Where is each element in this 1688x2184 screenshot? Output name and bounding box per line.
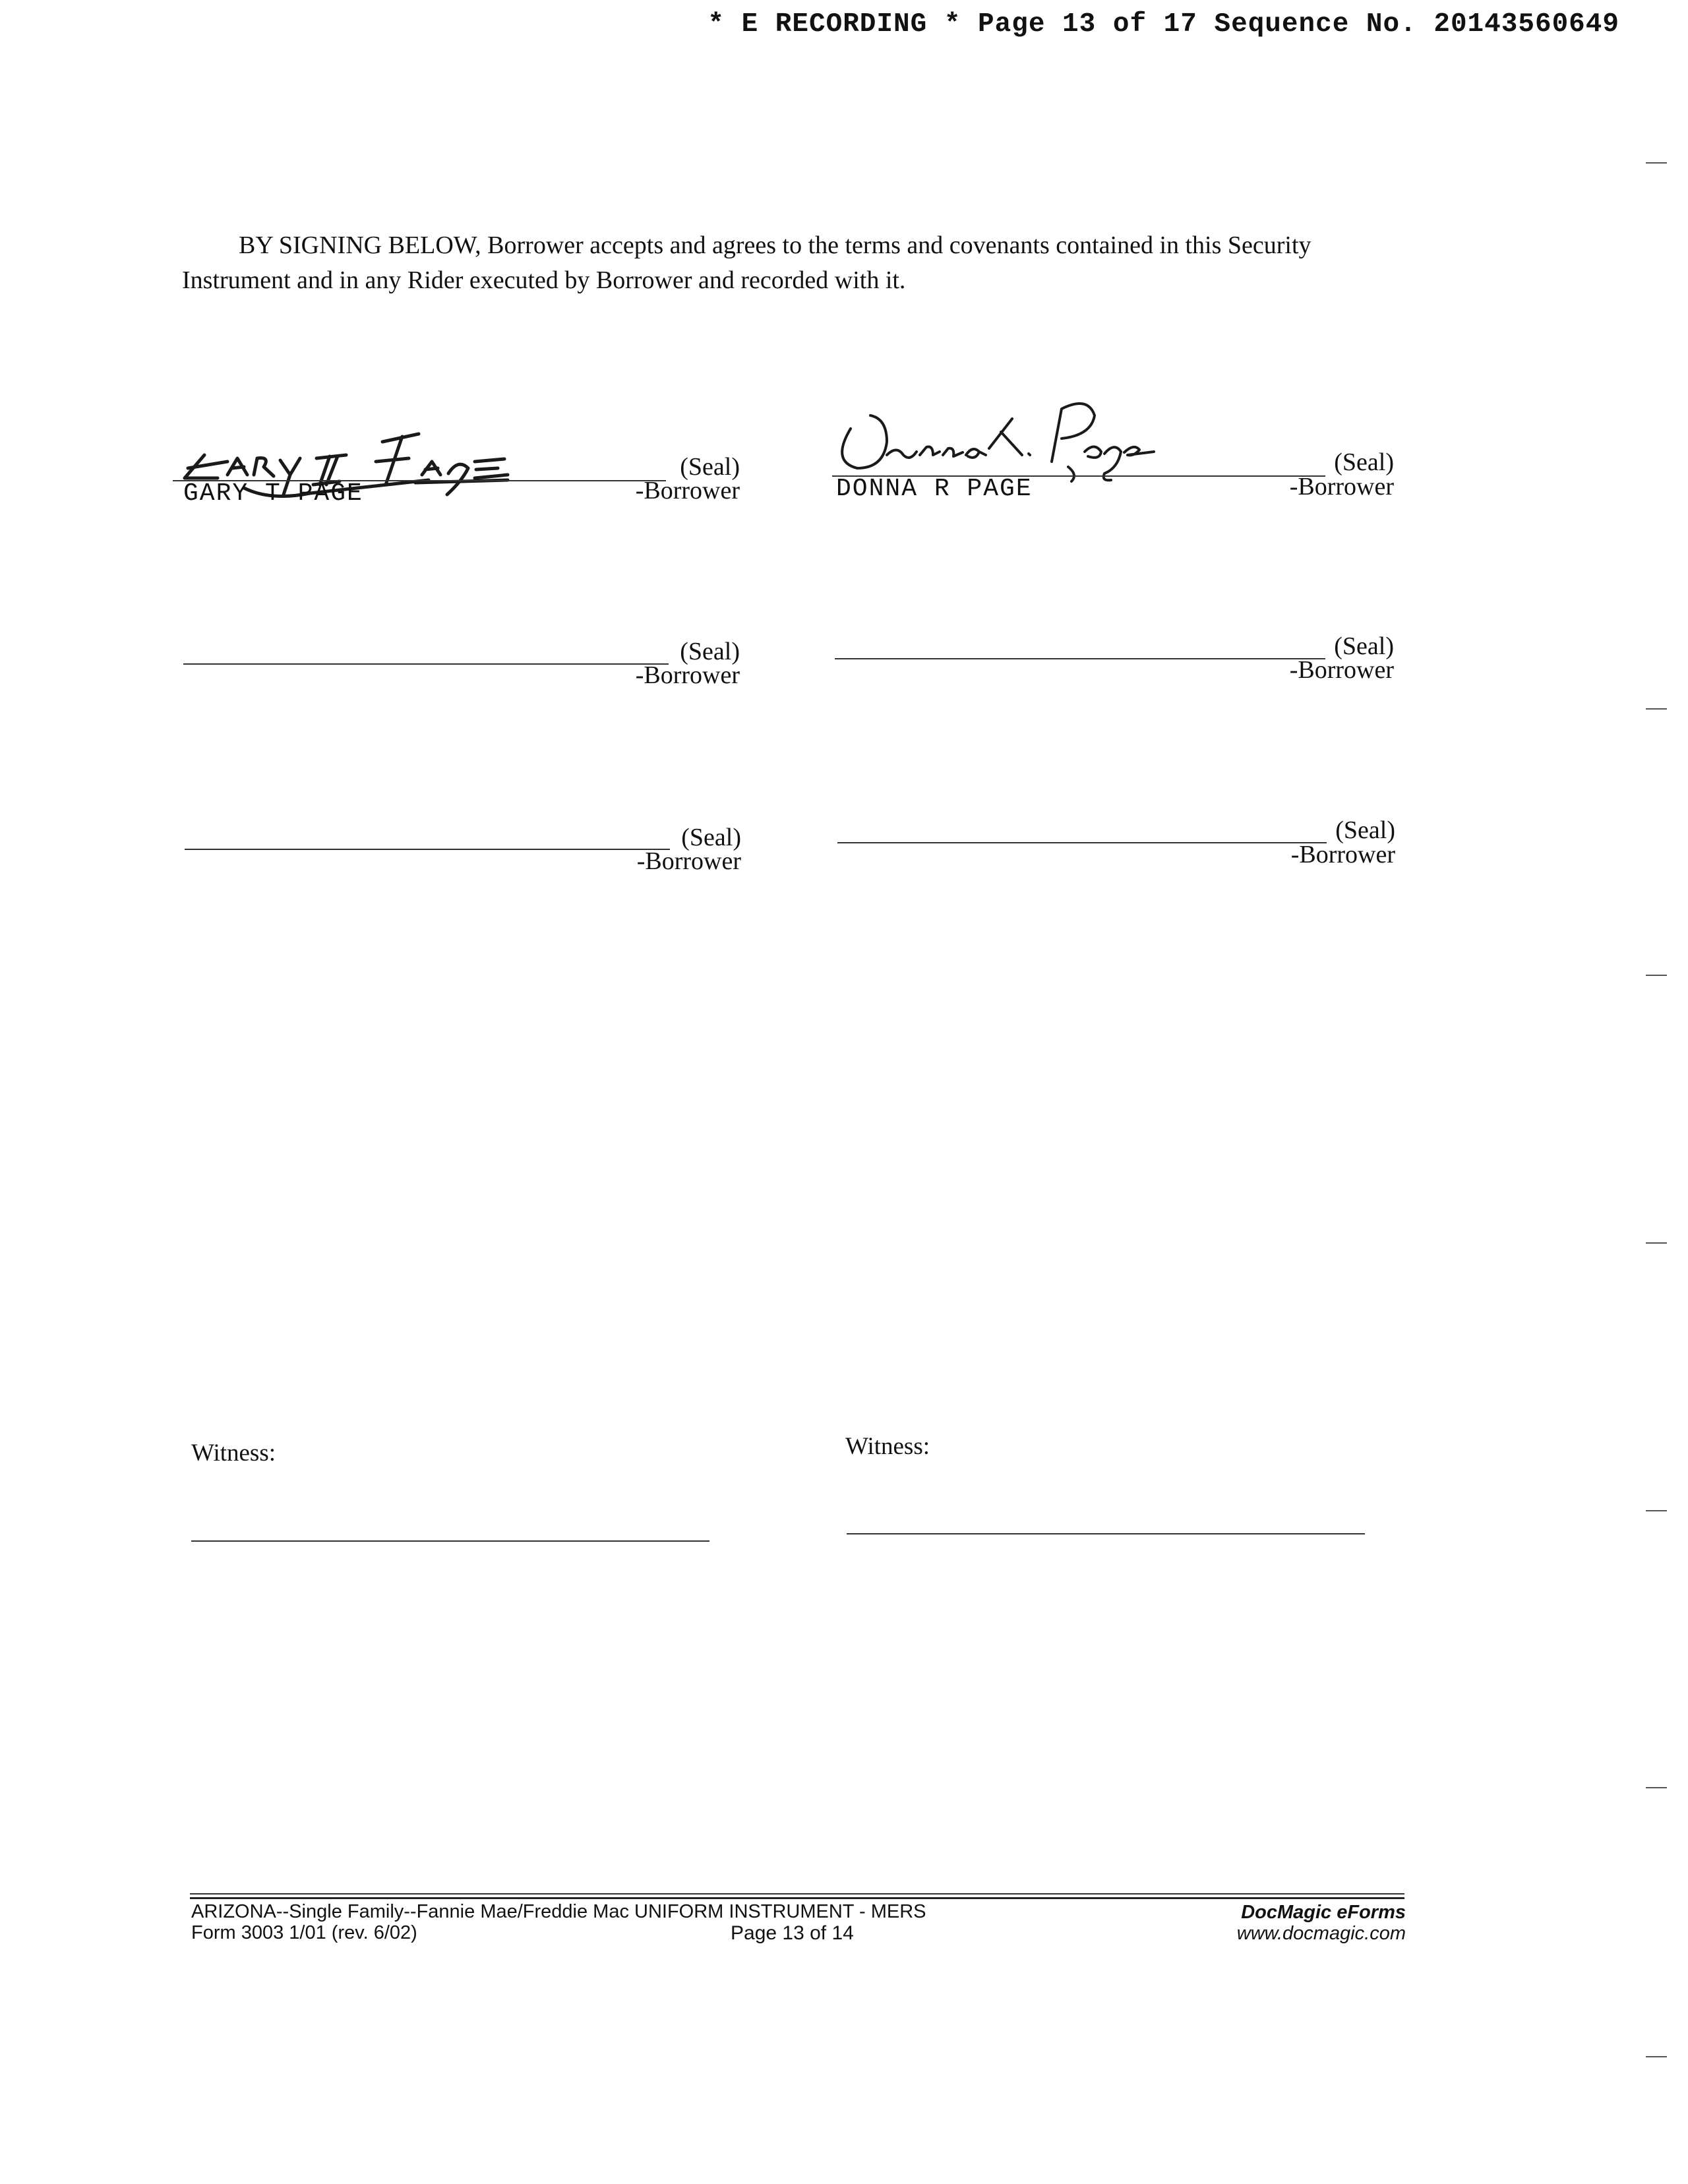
seal-label: (Seal) (1334, 632, 1394, 660)
footer-form-title: ARIZONA--Single Family--Fannie Mae/Freddie Mac UNIFORM INSTRUMENT - MERS (191, 1901, 926, 1922)
scan-margin-mark (1646, 708, 1667, 710)
recording-header: * E RECORDING * Page 13 of 17 Sequence No. 20143560649 (708, 9, 1619, 40)
scan-margin-mark (1646, 1787, 1667, 1788)
scan-margin-mark (1646, 2056, 1667, 2057)
borrower-1-name: GARY T PAGE (183, 479, 363, 508)
borrower-role-label: -Borrower (1290, 841, 1395, 868)
scan-margin-mark (1646, 975, 1667, 976)
seal-label: (Seal) (680, 453, 740, 481)
borrower-role-label: -Borrower (1289, 473, 1394, 501)
footer-rule (190, 1893, 1404, 1895)
docmagic-logo: DocMagic eForms (1241, 1902, 1406, 1923)
scan-margin-mark (1646, 1242, 1667, 1244)
borrower-2-name: DONNA R PAGE (836, 475, 1033, 503)
scan-margin-mark (1646, 162, 1667, 164)
footer-website: www.docmagic.com (1236, 1923, 1406, 1944)
witness-label-right: Witness: (845, 1433, 930, 1460)
footer-form-number: Form 3003 1/01 (rev. 6/02) (191, 1922, 417, 1943)
borrower-role-label: -Borrower (635, 661, 740, 689)
borrower-2-signature (824, 389, 1207, 488)
footer-page-number: Page 13 of 14 (731, 1922, 854, 1944)
borrower-role-label: -Borrower (635, 477, 740, 504)
witness-line-right (847, 1533, 1365, 1534)
borrower-role-label: -Borrower (1289, 656, 1394, 684)
seal-label: (Seal) (680, 638, 740, 665)
footer-rule-thick (190, 1897, 1404, 1899)
signing-statement (182, 228, 1395, 298)
witness-label-left: Witness: (191, 1440, 276, 1467)
borrower-role-label: -Borrower (636, 847, 741, 875)
footer-brand (1121, 1902, 1406, 1944)
witness-line-left (191, 1540, 709, 1542)
seal-label: (Seal) (1335, 816, 1395, 844)
scan-margin-mark (1646, 1510, 1667, 1511)
seal-label: (Seal) (1334, 448, 1394, 476)
seal-label: (Seal) (681, 824, 741, 851)
signing-statement-text: BY SIGNING BELOW, Borrower accepts and agrees to the terms and covenants contained in this Security Instrument and in any Rider executed by Borrower and recorded with it. (182, 231, 1311, 294)
